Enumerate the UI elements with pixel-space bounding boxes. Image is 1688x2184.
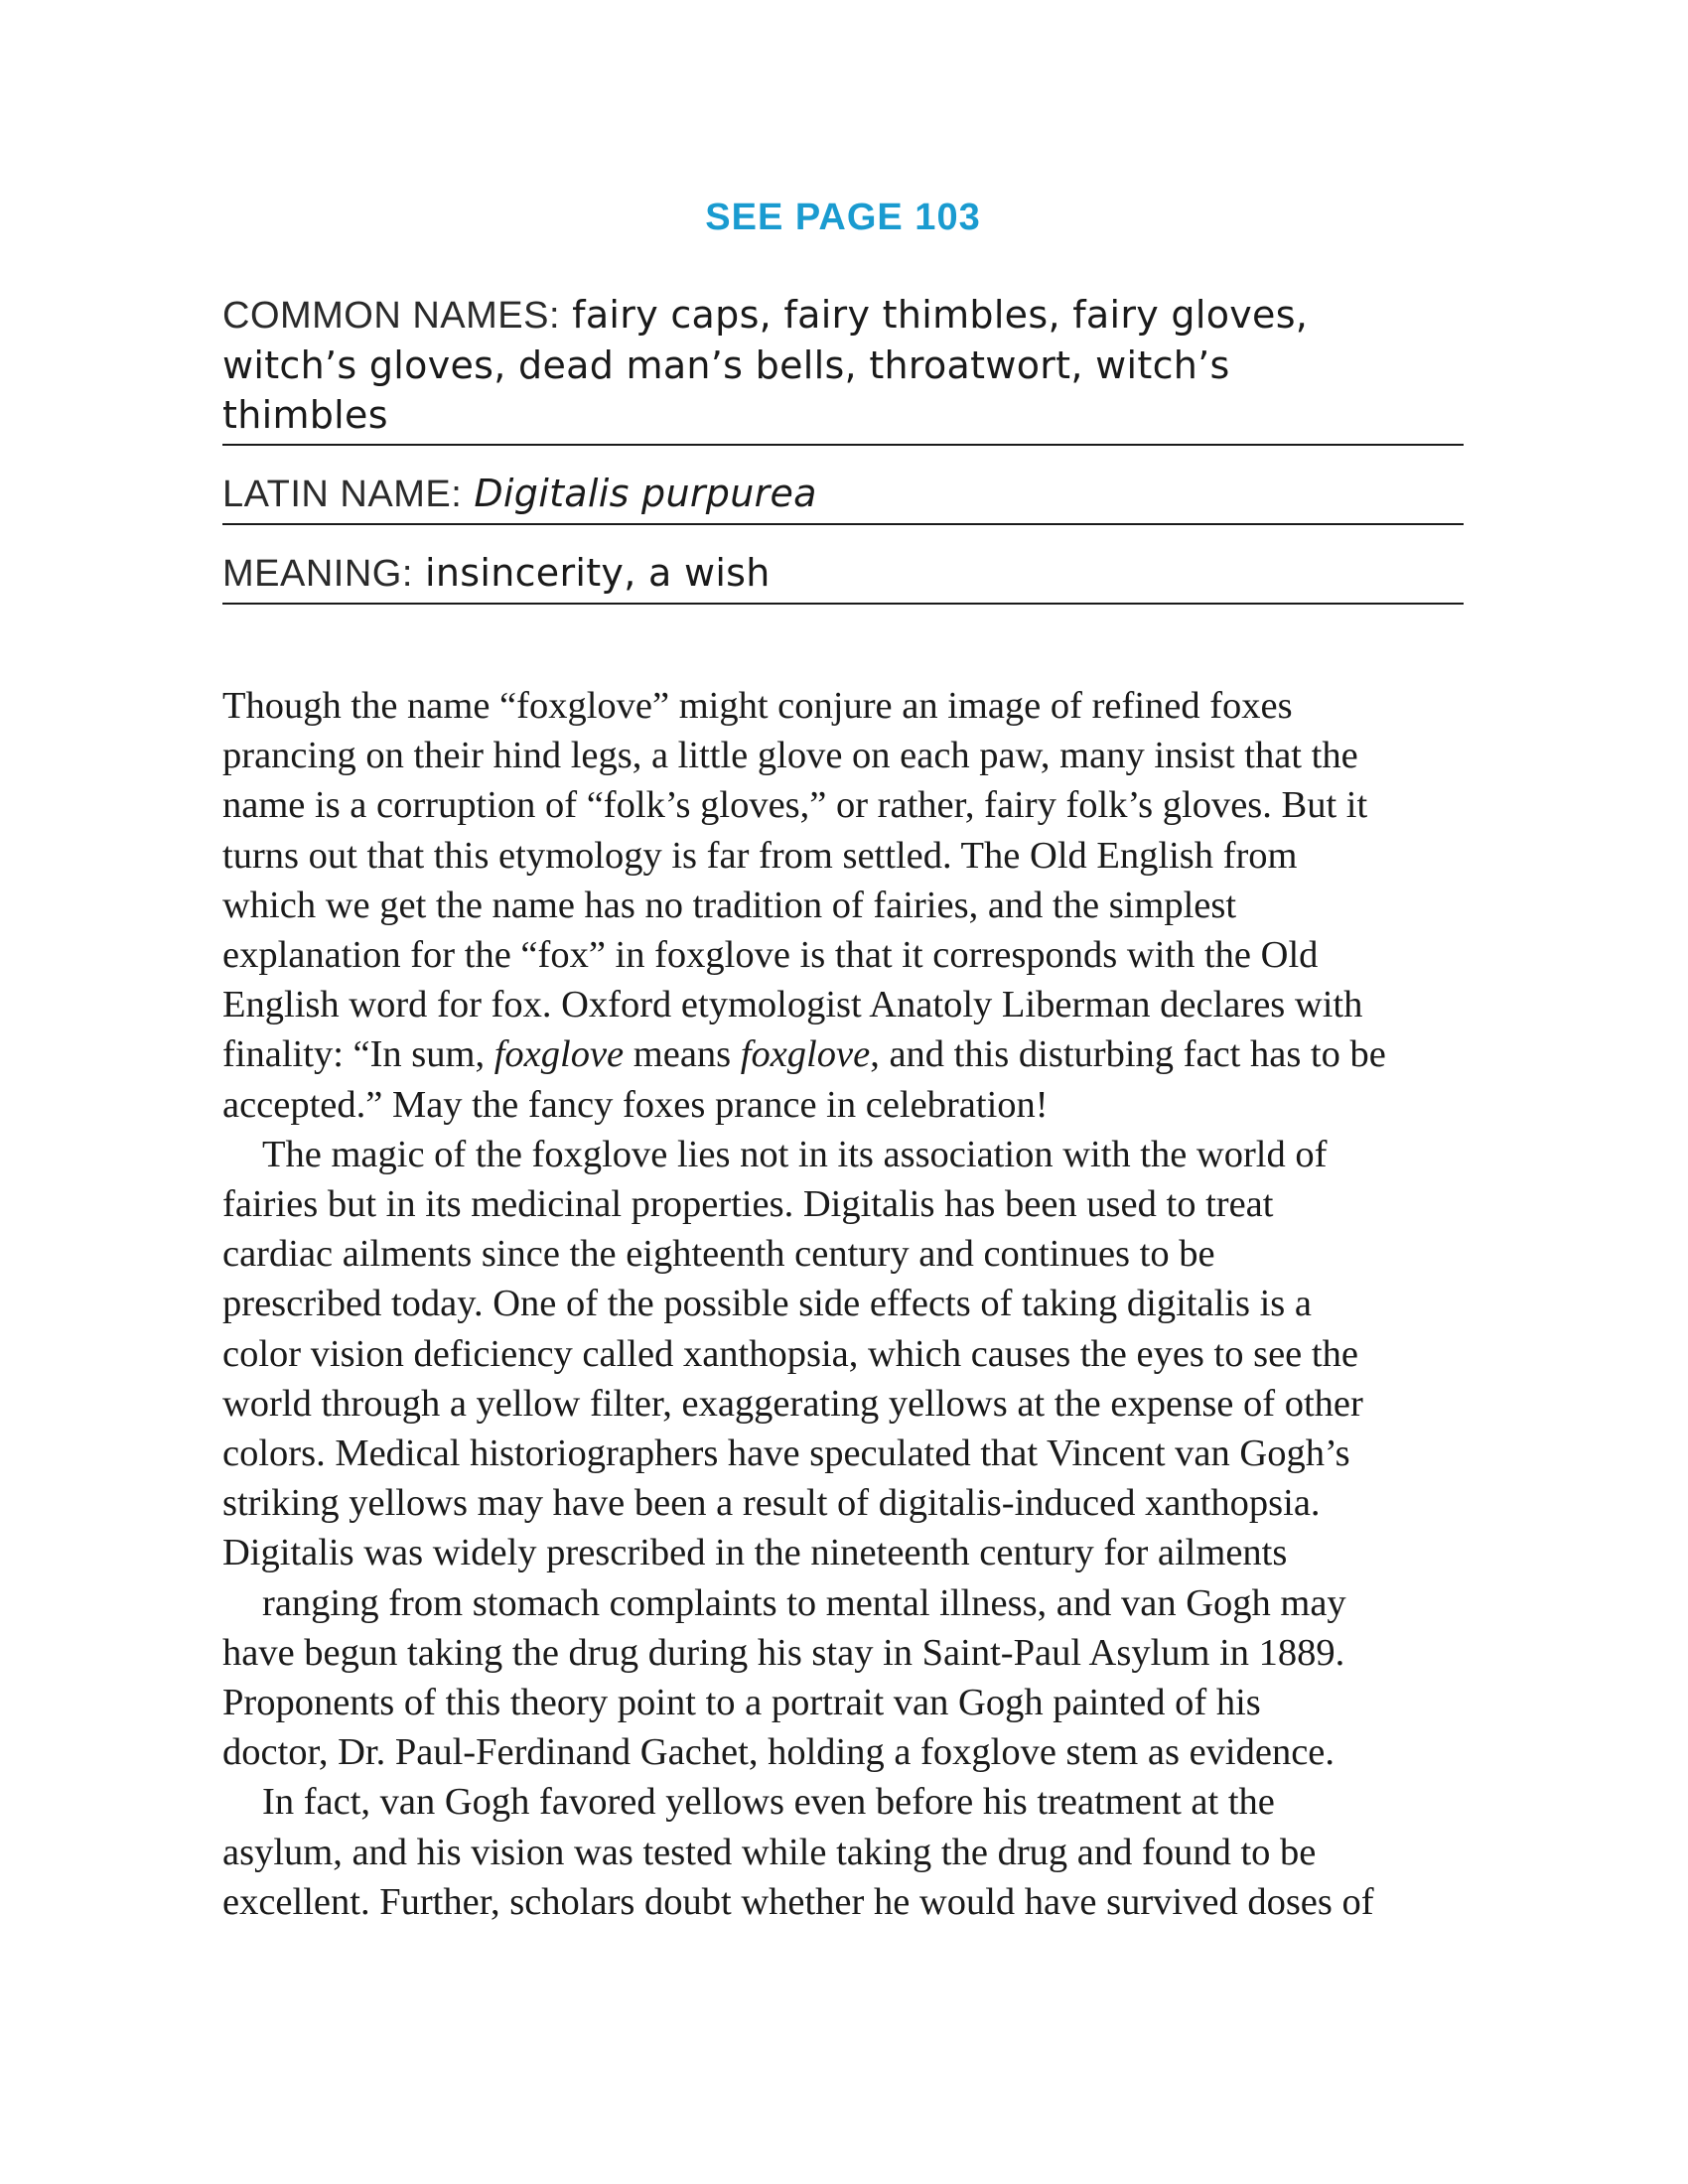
body-line: asylum, and his vision was tested while taking the drug and found to be (222, 1831, 1317, 1873)
common-names-value-line-3: thimbles (222, 393, 388, 437)
see-page-reference: SEE PAGE 103 (705, 197, 981, 238)
quote-text-b: means (624, 1033, 741, 1076)
body-line: Though the name “foxglove” might conjure an image of refined foxes (222, 685, 1293, 727)
meaning-label: MEANING: (222, 553, 413, 595)
body-line: explanation for the “fox” in foxglove is that it corresponds with the Old (222, 934, 1319, 977)
body-line: name is a corruption of “folk’s gloves,” or rather, fairy folk’s gloves. But it (222, 784, 1368, 827)
body-line: which we get the name has no tradition of fairies, and the simplest (222, 884, 1237, 926)
body-line: fairies but in its medicinal properties. Digitalis has been used to treat (222, 1183, 1274, 1226)
latin-name-value: Digitalis purpurea (474, 472, 817, 515)
common-names-value-line-2: witch’s gloves, dead man’s bells, throatwort, witch’s (222, 343, 1230, 387)
body-line: cardiac ailments since the eighteenth century and continues to be (222, 1233, 1215, 1276)
body-line: turns out that this etymology is far from settled. The Old English from (222, 834, 1298, 877)
body-line: In fact, van Gogh favored yellows even before his treatment at the (262, 1781, 1275, 1824)
body-line: have begun taking the drug during his stay in Saint-Paul Asylum in 1889. (222, 1631, 1345, 1674)
meaning-value: insincerity, a wish (425, 551, 771, 595)
body-line: prancing on their hind legs, a little glove on each paw, many insist that the (222, 735, 1358, 777)
common-names-field (222, 290, 1464, 446)
meaning-field (222, 548, 1464, 605)
body-line: English word for fox. Oxford etymologist Anatoly Liberman declares with (222, 984, 1363, 1026)
quote-italic-2: foxglove (740, 1033, 871, 1076)
latin-name-field (222, 469, 1464, 525)
latin-name-label: LATIN NAME: (222, 474, 463, 515)
body-line: striking yellows may have been a result of digitalis-induced xanthopsia. (222, 1482, 1321, 1525)
body-line: accepted.” May the fancy foxes prance in celebration! (222, 1083, 1049, 1126)
body-line: ranging from stomach complaints to mental illness, and van Gogh may (262, 1581, 1346, 1624)
body-line: doctor, Dr. Paul-Ferdinand Gachet, holding a foxglove stem as evidence. (222, 1731, 1335, 1774)
quote-text-c: , and this disturbing fact has to be (870, 1033, 1386, 1076)
common-names-label: COMMON NAMES: (222, 295, 561, 337)
quote-text-a: finality: “In sum, (222, 1033, 494, 1076)
body-line: excellent. Further, scholars doubt whether he would have survived doses of (222, 1880, 1374, 1923)
body-line: Digitalis was widely prescribed in the nineteenth century for ailments (222, 1532, 1288, 1574)
body-line: colors. Medical historiographers have speculated that Vincent van Gogh’s (222, 1433, 1350, 1475)
quote-italic-1: foxglove (493, 1033, 625, 1076)
body-line: color vision deficiency called xanthopsia, which causes the eyes to see the (222, 1332, 1358, 1375)
body-line: Proponents of this theory point to a portrait van Gogh painted of his (222, 1682, 1261, 1724)
common-names-value-line-1: fairy caps, fairy thimbles, fairy gloves, (572, 293, 1309, 337)
body-line: world through a yellow filter, exaggerating yellows at the expense of other (222, 1382, 1363, 1425)
body-line: prescribed today. One of the possible side effects of taking digitalis is a (222, 1283, 1312, 1325)
body-line-quote (222, 1029, 1464, 1079)
body-line: The magic of the foxglove lies not in its association with the world of (262, 1133, 1328, 1175)
body-text (222, 681, 1464, 1927)
